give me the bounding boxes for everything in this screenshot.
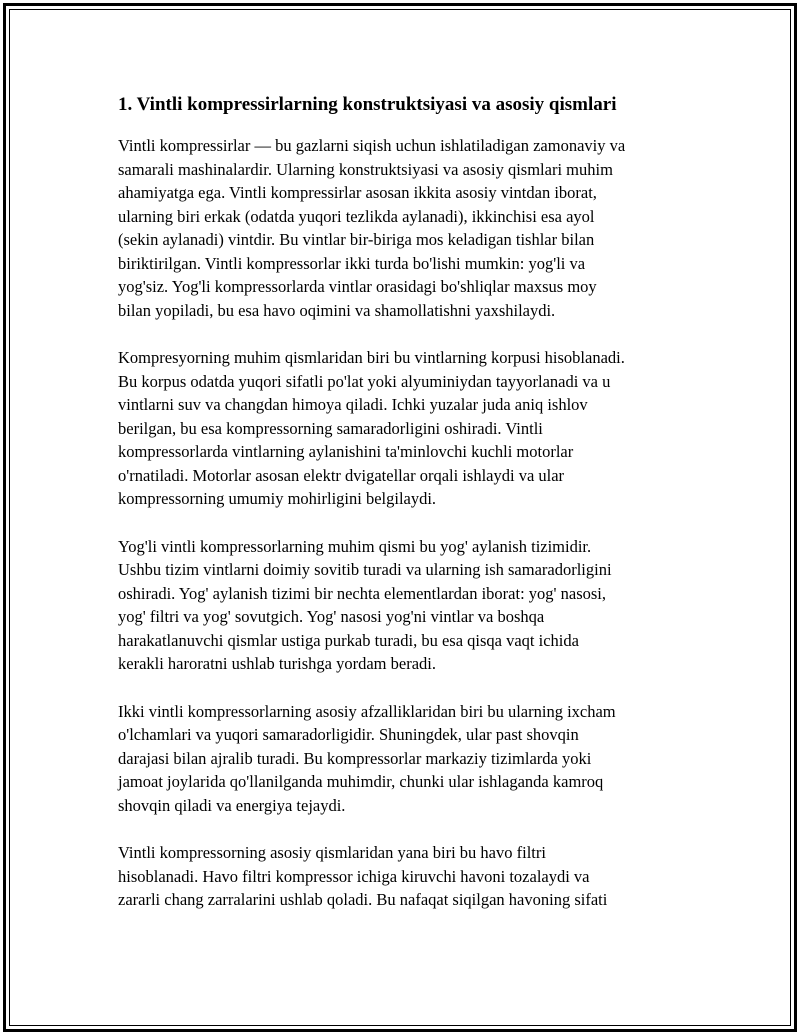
paragraph — [118, 841, 686, 912]
paragraph-line: (sekin aylanadi) vintdir. Bu vintlar bir-biriga mos keladigan tishlar bilan — [118, 230, 595, 249]
paragraph-line: Kompresyorning muhim qismlaridan biri bu vintlarning korpusi hisoblanadi. — [118, 348, 625, 367]
paragraph-line: Vintli kompressirlar — bu gazlarni siqish uchun ishlatiladigan zamonaviy va — [118, 136, 626, 155]
section-heading: 1. Vintli kompressirlarning konstruktsiyasi va asosiy qismlari — [118, 94, 617, 115]
paragraph-line: Yog'li vintli kompressorlarning muhim qismi bu yog' aylanish tizimidir. — [118, 536, 592, 556]
paragraph-line: Vintli kompressorning asosiy qismlaridan yana biri bu havo filtri — [118, 843, 546, 862]
paragraph-line: o'lchamlari va yuqori samaradorligidir. Shuningdek, ular past shovqin — [118, 725, 579, 744]
paragraph-line: Ushbu tizim vintlarni doimiy sovitib turadi va ularning ish samaradorligini — [118, 560, 612, 579]
paragraph-list — [118, 134, 686, 912]
paragraph-line: o'rnatiladi. Motorlar asosan elektr dvigatellar orqali ishlaydi va ular — [118, 465, 565, 485]
paragraph-line: kompressorlarda vintlarning aylanishini ta'minlovchi kuchli motorlar — [118, 442, 574, 461]
paragraph-line: samarali mashinalardir. Ularning konstruktsiyasi va asosiy qismlari muhim — [118, 159, 613, 179]
paragraph-line: ahamiyatga ega. Vintli kompressirlar asosan ikkita asosiy vintdan iborat, — [118, 183, 597, 202]
paragraph-line: harakatlanuvchi qismlar ustiga purkab turadi, bu esa qisqa vaqt ichida — [118, 630, 579, 650]
paragraph — [118, 134, 686, 322]
paragraph-line: berilgan, bu esa kompressorning samaradorligini oshiradi. Vintli — [118, 418, 543, 438]
paragraph-line: kompressorning umumiy mohirligini belgilaydi. — [118, 489, 437, 508]
paragraph — [118, 346, 686, 511]
paragraph-line: yog'siz. Yog'li kompressorlarda vintlar orasidagi bo'shliqlar maxsus moy — [118, 277, 597, 296]
paragraph — [118, 700, 686, 818]
paragraph-line: bilan yopiladi, bu esa havo oqimini va shamollatishni yaxshilaydi. — [118, 300, 556, 320]
paragraph-line: jamoat joylarida qo'llanilganda muhimdir, chunki ular ishlaganda kamroq — [118, 772, 604, 791]
paragraph-line: ularning biri erkak (odatda yuqori tezlikda aylanadi), ikkinchisi esa ayol — [118, 206, 595, 226]
paragraph-line: yog' filtri va yog' sovutgich. Yog' nasosi yog'ni vintlar va boshqa — [118, 607, 545, 626]
paragraph-line: shovqin qiladi va energiya tejaydi. — [118, 795, 346, 815]
paragraph-line: Ikki vintli kompressorlarning asosiy afzalliklaridan biri bu ularning ixcham — [118, 701, 616, 721]
paragraph-line: biriktirilgan. Vintli kompressorlar ikki turda bo'lishi mumkin: yog'li va — [118, 253, 586, 273]
paragraph-line: zararli chang zarralarini ushlab qoladi. Bu nafaqat siqilgan havoning sifati — [118, 890, 608, 909]
paragraph-line: hisoblanadi. Havo filtri kompressor ichiga kiruvchi havoni tozalaydi va — [118, 866, 590, 886]
paragraph — [118, 535, 686, 676]
paragraph-line: darajasi bilan ajralib turadi. Bu kompressorlar markaziy tizimlarda yoki — [118, 748, 592, 768]
paragraph-line: Bu korpus odatda yuqori sifatli po'lat yoki alyuminiydan tayyorlanadi va u — [118, 371, 611, 391]
document-body — [118, 92, 686, 936]
paragraph-line: vintlarni suv va changdan himoya qiladi. Ichki yuzalar juda aniq ishlov — [118, 395, 588, 414]
paragraph-line: kerakli haroratni ushlab turishga yordam beradi. — [118, 654, 436, 673]
paragraph-line: oshiradi. Yog' aylanish tizimi bir nechta elementlardan iborat: yog' nasosi, — [118, 583, 607, 603]
